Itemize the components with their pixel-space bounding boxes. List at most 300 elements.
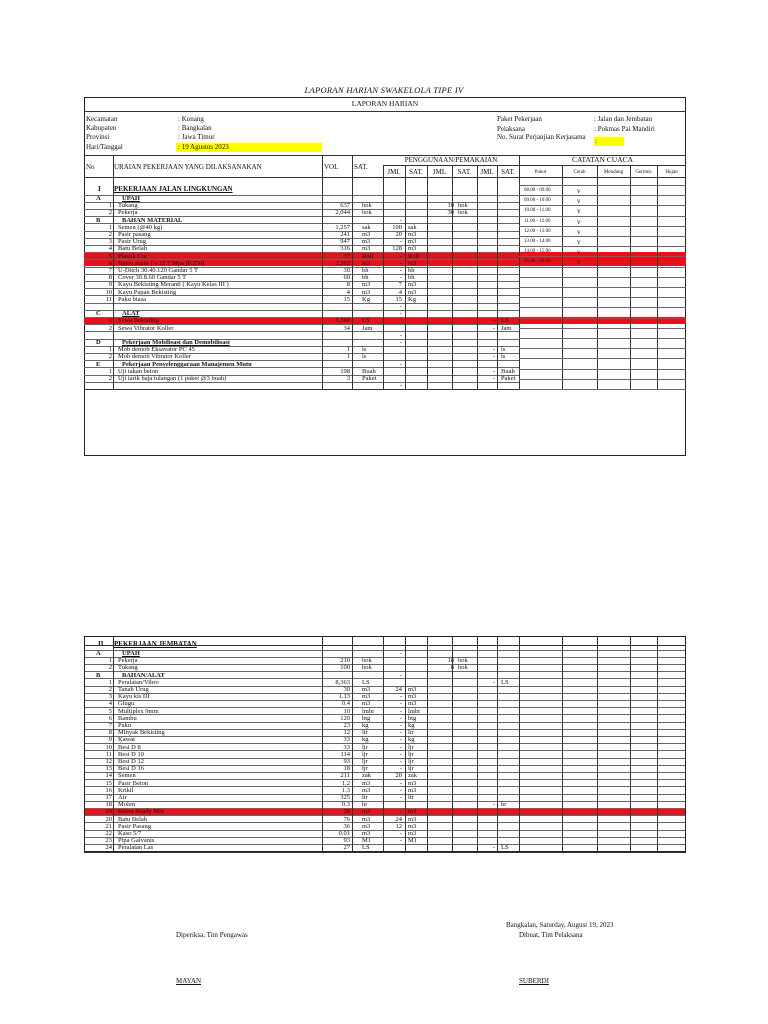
row-no: B — [96, 671, 101, 679]
row-vol: 12 — [343, 729, 350, 737]
row-vol: 1.2 — [341, 779, 350, 787]
row-sat: hr — [501, 801, 507, 809]
row-no: 6 — [108, 714, 112, 722]
row-vol: 211 — [340, 772, 350, 780]
row-line — [84, 252, 519, 253]
row-desc: Kayu Papan Bekisting — [118, 288, 177, 296]
row-sat: m3 — [408, 686, 417, 693]
row-no: 1 — [108, 223, 112, 231]
row-jml: - — [399, 310, 402, 318]
info-label: Pelaksana — [497, 125, 525, 133]
weather-time: 12.00 - 13.00 — [524, 228, 551, 234]
row-sat: m3 — [408, 231, 417, 238]
weather-line — [519, 338, 686, 339]
row-sat: bh — [408, 274, 415, 282]
row-desc: Tukang — [118, 664, 138, 672]
row-desc: Peralatan/Vibro — [118, 678, 159, 686]
row-sat: m3 — [362, 245, 371, 253]
row-jml: - — [399, 779, 402, 787]
row-sat: ls — [501, 353, 506, 361]
row-sat: hok — [458, 664, 468, 672]
row-no: 4 — [108, 700, 112, 708]
row-desc: Molen — [118, 801, 135, 809]
row-jml: - — [399, 216, 402, 224]
row-desc: Beton mutu f`c 21.7 Mpa (K250) — [118, 259, 205, 267]
weather-line — [519, 348, 686, 349]
row-desc: Mob demob Eksavator PC 45 — [118, 346, 195, 354]
row-no: 1 — [108, 346, 112, 354]
row-vol: 1.13 — [338, 693, 350, 701]
col-line — [477, 165, 478, 389]
row-sat: hr — [362, 801, 368, 809]
row-desc: Mob demob Vibrator Koller — [118, 353, 191, 361]
row-jml: - — [399, 360, 402, 368]
weather-mark: v — [577, 197, 581, 206]
row-no: B — [96, 216, 101, 224]
row-vol: 33 — [343, 743, 350, 751]
weather-mark: v — [577, 187, 581, 195]
weather-line — [519, 358, 686, 359]
row-no: 1 — [108, 367, 112, 375]
row-line — [84, 195, 519, 196]
row-line — [84, 238, 519, 239]
row-desc: UPAH — [122, 195, 140, 202]
row-vol: 241 — [340, 231, 350, 238]
row-vol: 27 — [343, 844, 350, 852]
row-vol: 120 — [340, 714, 350, 722]
row-no: 17 — [105, 794, 112, 801]
row-line — [84, 295, 519, 296]
row-desc: Pekerja — [118, 657, 138, 665]
weather-line — [519, 379, 686, 380]
col-header-weather: Hujan — [665, 170, 678, 175]
weather-line — [519, 216, 686, 217]
row-sat: ltr — [408, 729, 414, 737]
row-no: 5 — [108, 707, 112, 715]
row-desc: Besi D 8 — [118, 743, 141, 751]
row-sat: hok — [362, 209, 372, 217]
row-desc: Semen (@40 kg) — [118, 223, 163, 231]
row-desc: Plastik Cor — [118, 252, 148, 260]
row-jml: - — [399, 729, 402, 737]
row-sat: m3 — [408, 786, 417, 794]
row-vol: 114 — [340, 750, 350, 758]
row-desc: Glugu — [118, 700, 135, 708]
row-no: 4 — [108, 245, 112, 253]
info-value: : Bangkalan — [178, 124, 212, 132]
row-no: 9 — [108, 281, 112, 289]
row-jml: 12 — [395, 822, 402, 830]
weather-time: 11.00 - 12.00 — [524, 218, 551, 224]
row-jml: 20 — [395, 772, 402, 780]
section-no: I — [98, 185, 101, 193]
signer-left: MAYAN — [176, 977, 202, 985]
row-sat: kg — [408, 736, 415, 744]
row-jml: 7 — [398, 281, 402, 289]
row-jml: - — [399, 765, 402, 773]
row-sat: hok — [362, 202, 372, 210]
row-sat: Jam — [501, 324, 512, 332]
row-desc: Kayu Bekisting Meranti ( Kayu Kelas III ) — [118, 281, 229, 289]
row-no: 2 — [108, 686, 112, 693]
row-no: 1 — [108, 657, 112, 665]
row-sat: Kg — [362, 295, 370, 303]
row-sat: bh — [362, 267, 369, 274]
col-line — [452, 165, 453, 389]
row-sat: m3 — [408, 693, 417, 701]
row-vol: 1 — [346, 346, 350, 354]
section-title: PEKERJAAN JEMBATAN — [114, 640, 197, 648]
row-sat: hok — [362, 664, 372, 672]
row-no: A — [96, 650, 101, 657]
weather-line — [519, 256, 686, 257]
weather-line — [519, 277, 686, 278]
row-vol: 30 — [343, 267, 350, 274]
row-sat: m3 — [408, 779, 417, 787]
row-jml: 100 — [392, 223, 402, 231]
col-line — [405, 165, 406, 389]
row-vol: 30 — [343, 686, 350, 693]
row-jml: - — [399, 382, 402, 390]
row-jml: 10 — [447, 202, 454, 210]
row-sat: ljr — [408, 750, 414, 758]
row-sat: ls — [362, 346, 367, 354]
row-jml: - — [399, 339, 402, 346]
row-no: 10 — [105, 288, 112, 296]
row-line — [84, 645, 686, 646]
row-vol: 93 — [343, 758, 350, 765]
row-jml: - — [399, 786, 402, 794]
row-sat: hok — [362, 657, 372, 665]
row-sat: m3 — [362, 693, 371, 701]
col-header-sat: SAT. — [354, 163, 368, 171]
agreement-highlight — [594, 137, 624, 146]
info-label: Hari/Tanggal — [86, 143, 123, 151]
row-vol: 23 — [343, 722, 350, 729]
row-no: 16 — [105, 786, 112, 794]
row-vol: 8 — [346, 281, 350, 289]
row-desc: Kayu kls III — [118, 693, 150, 701]
row-jml: - — [399, 693, 402, 701]
row-jml: - — [399, 714, 402, 722]
row-desc: Uji takan beton — [118, 367, 159, 375]
row-no: A — [96, 195, 101, 202]
weather-line — [519, 287, 686, 288]
col-line — [497, 165, 498, 389]
row-sat: m3 — [408, 245, 417, 253]
row-sat: M1 — [362, 837, 372, 845]
row-vol: 37 — [343, 252, 350, 260]
row-sat: m3 — [362, 288, 371, 296]
row-desc: BAHAN MATERIAL — [122, 216, 183, 224]
row-desc: Bambu — [118, 714, 137, 722]
row-sat: m3 — [362, 281, 371, 289]
row-sat: bh — [408, 267, 415, 274]
info-value: : Jalan dan Jembatan — [594, 115, 653, 123]
col-line — [383, 165, 384, 389]
row-line — [84, 852, 686, 853]
row-sat: m3 — [408, 281, 417, 289]
col-line — [427, 165, 428, 389]
col-line — [352, 155, 353, 389]
row-vol: 100 — [340, 664, 350, 672]
row-vol: 198 — [340, 367, 350, 375]
row-desc: Pekerjaan Mobilisasi dan Demobilisasi — [122, 339, 230, 346]
row-desc: Batu Belah — [118, 815, 148, 823]
row-vol: 637 — [340, 202, 350, 210]
col-header-no: No — [86, 163, 95, 171]
row-sat: m3 — [362, 786, 371, 794]
row-sat: M1 — [408, 837, 418, 845]
row-sat: hok — [458, 209, 468, 217]
col-header-sub: JML — [480, 168, 494, 176]
row-jml: - — [492, 346, 495, 354]
row-no: 3 — [108, 693, 112, 701]
row-desc: Paku — [118, 722, 131, 729]
row-jml: - — [399, 267, 402, 274]
row-sat: Buah — [362, 367, 376, 375]
row-no: 1 — [108, 202, 112, 210]
row-desc: Besi D 12 — [118, 758, 144, 765]
row-desc: Batu Belah — [118, 245, 148, 253]
row-sat: zak — [362, 772, 372, 780]
weather-time: 15.00 - 16.00 — [524, 259, 551, 265]
row-line — [84, 303, 519, 304]
info-label: Kabupaten — [86, 124, 117, 132]
row-sat: m3 — [362, 822, 371, 830]
row-sat: ljr — [408, 765, 414, 773]
row-jml: - — [399, 794, 402, 801]
weather-time: 14.00 - 15.00 — [524, 249, 551, 255]
weather-line — [519, 267, 686, 268]
row-sat: ljr — [408, 758, 414, 765]
row-no: 6 — [108, 259, 112, 267]
header-line — [519, 165, 686, 166]
row-vol: 10 — [343, 707, 350, 715]
weather-line — [519, 389, 686, 390]
row-desc: Pasir Urug — [118, 238, 146, 246]
info-value: : Jawa Timur — [178, 133, 215, 141]
row-sat: m3 — [408, 815, 417, 823]
row-jml: - — [399, 252, 402, 260]
row-vol: 316 — [340, 245, 350, 253]
row-sat: ljr — [362, 758, 368, 765]
row-jml: 15 — [395, 295, 402, 303]
row-jml: - — [399, 303, 402, 310]
row-jml: 24 — [395, 815, 402, 823]
row-jml: - — [399, 274, 402, 282]
weather-mark: v — [577, 248, 581, 257]
row-jml: - — [492, 375, 495, 382]
col-header-uraian: URAIAN PEKERJAAN YANG DILAKSANAKAN — [114, 163, 262, 171]
row-sat: hok — [458, 202, 468, 210]
row-no: 14 — [105, 772, 112, 780]
row-jml: - — [492, 801, 495, 809]
row-desc: Sewa Bekisting — [118, 317, 159, 325]
row-vol: 26 — [343, 808, 350, 816]
header-line — [383, 165, 519, 166]
row-sat: m3 — [362, 238, 371, 246]
row-no: 2 — [108, 353, 112, 361]
weather-line — [519, 205, 686, 206]
row-vol: 76 — [343, 815, 350, 823]
row-vol: 33 — [343, 736, 350, 744]
row-jml: - — [399, 750, 402, 758]
row-no: C — [96, 310, 101, 318]
row-desc: Krikil — [118, 786, 134, 794]
row-vol: 4 — [346, 288, 350, 296]
row-desc: Pasir Beton — [118, 779, 149, 787]
row-jml: - — [399, 837, 402, 845]
row-sat: m3 — [362, 686, 371, 693]
row-sat: kg — [408, 722, 415, 729]
row-sat: ljr — [362, 765, 368, 773]
row-no: 20 — [105, 815, 112, 823]
row-vol: 93 — [343, 837, 350, 845]
row-desc: Air — [118, 794, 127, 801]
weather-mark: v — [577, 238, 581, 246]
col-header-sub: JML — [432, 168, 447, 176]
row-no: 9 — [108, 736, 112, 744]
row-line — [84, 310, 519, 311]
weather-mark: v — [577, 207, 581, 216]
weather-line — [519, 246, 686, 247]
row-vol: 34 — [343, 324, 350, 332]
row-sat: m3 — [362, 259, 371, 267]
row-vol: 210 — [340, 657, 350, 665]
row-sat: LS — [362, 844, 370, 852]
row-vol: 36 — [343, 822, 350, 830]
row-sat: m3 — [362, 830, 371, 837]
row-no: 2 — [108, 664, 112, 672]
weather-time: 10.00 - 11.00 — [524, 208, 551, 214]
row-sat: Buah — [501, 367, 515, 375]
weather-line — [519, 195, 686, 196]
row-sat: btg — [362, 714, 371, 722]
row-sat: ltr — [362, 729, 368, 737]
row-jml: 20 — [395, 231, 402, 238]
row-vol: 0.01 — [338, 830, 350, 837]
row-jml: 8 — [450, 664, 454, 672]
weather-time: 09.00 - 10.00 — [524, 198, 551, 204]
col-header-sub: SAT. — [457, 168, 472, 176]
row-no: 11 — [105, 295, 112, 303]
row-line — [84, 382, 519, 383]
row-vol: 1 — [346, 353, 350, 361]
row-no: E — [96, 360, 101, 368]
dibuat-label: Dibuat, Tim Pelaksana — [519, 931, 583, 939]
row-desc: Cover 30.8.60 Gandar 5 T — [118, 274, 187, 282]
col-header-sub: JML — [387, 168, 401, 176]
row-vol: 3,360 — [335, 317, 350, 325]
row-sat: m3 — [362, 815, 371, 823]
row-sat: Jam — [362, 324, 373, 332]
row-sat: ls — [501, 346, 506, 354]
row-sat: sak — [362, 223, 371, 231]
row-jml: 4 — [398, 288, 402, 296]
row-sat: kg — [362, 722, 369, 729]
row-no: 1 — [108, 317, 112, 325]
row-desc: Minyak Bekisting — [118, 729, 165, 737]
row-vol: 2,362 — [335, 259, 350, 267]
row-vol: 18 — [343, 765, 350, 773]
row-jml: - — [399, 331, 402, 339]
row-no: 2 — [108, 231, 112, 238]
row-vol: 8,363 — [335, 678, 350, 686]
table-frame — [84, 636, 686, 852]
row-desc: Tanah Urug — [118, 686, 149, 693]
row-vol: 947 — [340, 238, 350, 246]
info-label: Provinsi — [86, 133, 110, 141]
info-value: : Konang — [178, 115, 204, 123]
row-jml: - — [399, 808, 402, 816]
row-sat: Roll — [408, 252, 420, 260]
row-vol: 3 — [346, 375, 350, 382]
row-sat: sak — [408, 223, 417, 231]
row-desc: Semen — [118, 772, 136, 780]
row-jml: - — [492, 844, 495, 852]
row-no: 15 — [105, 779, 112, 787]
row-no: 7 — [108, 722, 112, 729]
row-jml: - — [492, 367, 495, 375]
weather-time: 08.00 - 09.00 — [524, 188, 551, 193]
weather-line — [519, 226, 686, 227]
row-jml: - — [492, 324, 495, 332]
col-header-vol: VOL — [324, 163, 339, 171]
row-sat: ljr — [362, 743, 368, 751]
row-no: 18 — [105, 801, 112, 809]
col-header-weather: Cerah — [573, 170, 586, 175]
row-sat: m3 — [362, 231, 371, 238]
row-sat: zak — [408, 772, 418, 780]
row-sat: m3 — [408, 259, 417, 267]
row-jml: - — [399, 259, 402, 267]
info-label: Paket Pekerjaan — [497, 115, 542, 123]
weather-line — [519, 318, 686, 319]
weather-mark: v — [577, 217, 581, 226]
row-no: 13 — [105, 765, 112, 773]
info-label: Kecamatan — [86, 115, 118, 123]
row-desc: Pekerja — [118, 209, 138, 217]
row-sat: LS — [362, 678, 370, 686]
row-jml: - — [492, 317, 495, 325]
weather-mark: v — [577, 258, 581, 267]
row-jml: 30 — [447, 209, 454, 217]
row-desc: Tukang — [118, 202, 138, 210]
row-sat: Roll — [362, 252, 374, 260]
row-no: 23 — [105, 837, 112, 845]
row-jml: - — [399, 743, 402, 751]
row-jml: - — [492, 678, 495, 686]
row-sat: Paket — [501, 375, 516, 382]
row-sat: ljr — [362, 750, 368, 758]
row-sat: m3 — [408, 700, 417, 708]
row-jml: - — [399, 722, 402, 729]
row-sat: m3 — [408, 238, 417, 246]
row-desc: Multiplex 9mm — [118, 707, 159, 715]
col-header-weather: Gerimis — [635, 170, 652, 175]
row-no: 12 — [105, 758, 112, 765]
row-jml: - — [399, 671, 402, 679]
row-sat: bh — [362, 274, 369, 282]
row-sat: btg — [408, 714, 417, 722]
row-desc: ALAT — [122, 310, 140, 318]
row-sat: hok — [458, 657, 468, 665]
col-line — [519, 155, 520, 389]
signer-right: SUBERDI — [519, 977, 549, 985]
section-title: PEKERJAAN JALAN LINGKUNGAN — [114, 185, 233, 193]
row-sat: lmbr — [362, 707, 375, 715]
